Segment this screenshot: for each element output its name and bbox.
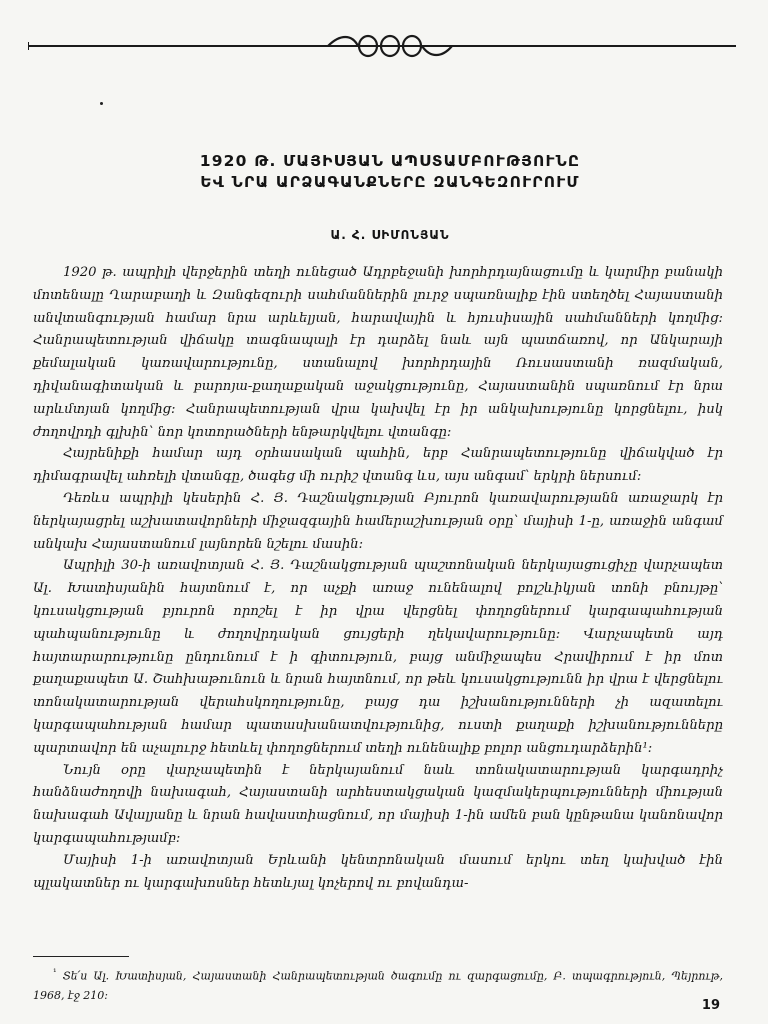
decorative-scroll-rule-icon <box>28 28 736 62</box>
article-title-line-1: 1920 Թ. ՄԱՅԻՍՅԱՆ ԱՊՍՏԱՄԲՈՒԹՅՈՒՆԸ <box>199 152 581 170</box>
footnote-text: Տե՛ս Ալ. Խատիսյան, Հայաստանի Հանրապետության ծագումը ու զարգացումը, Բ. տպագրություն, Պեյրութ, 1968, էջ 210: <box>33 969 724 1002</box>
print-speck <box>100 102 103 105</box>
footnote <box>33 964 723 1005</box>
paragraph: Հայրենիքի համար այդ օրհասական պահին, երբ Հանրապետությունը վիճակված էր դիմագրավել ահռելի վտանգը, ծագեց մի ուրիշ վտանգ ևս, այս անգամ՝ երկրի ներսում: <box>33 446 723 485</box>
footnote-marker: ¹ <box>53 968 57 978</box>
article-author: Ա. Հ. ՍԻՄՈՆՅԱՆ <box>330 228 450 242</box>
paragraph: Ապրիլի 30-ի առավոտյան Հ. Յ. Դաշնակցության պաշտոնական ներկայացուցիչը վարչապետ Ալ. Խատիսյանին հայտնում է, որ աչքի առաջ ունենալով բոլշևիկյան տոնի բնույթը՝ կուսակցության բյուրոն որոշել է իր վրա վերցնել փողոցներում կարգապահության պահպանությունը և ժողովրդական ցույցերի ղեկավարությունը: Վարչապետն այդ հայտարարությունը ընդունում է ի գիտություն, բայց անմիջապես Հրավիրում է իր մոտ քաղաքապետ Ա. Շահխաթունուն և նրան հայտնում, որ թեև կուսակցությունն իր վրա է վերցնելու տոնակատարության վերահսկողությունը, բայց դա իշխանությունների չի ազատելու կարգապահության համար պատասխանատվությունից, ուստի քաղաքի իշխանությունները պարտավոր են աչալուրջ հետևել փողոցներում տեղի ունենալիք բոլոր անցուդարձերին¹: <box>33 558 723 756</box>
footnote-divider <box>33 956 129 957</box>
article-title-line-2: ԵՎ ՆՐԱ ԱՐՁԱԳԱՆՔՆԵՐԸ ԶԱՆԳԵԶՈՒՐՈՒՄ <box>200 173 580 191</box>
article-body <box>33 262 723 895</box>
paragraph: 1920 թ. ապրիլի վերջերին տեղի ունեցած Ադրբեջանի խորհրդայնացումը և կարմիր բանակի մոտենալը Ղարաբաղի և Զանգեզուրի սահմաններին լուրջ սպառնալիք էին ստեղծել Հայաստանի անվտանգության համար նրա արևելյան, հարավային և հյուսիսային սահմանների կողմից: Հանրապետության վիճակը տագնապալի էր դարձել նաև այն պատճառով, որ Անկարայի քեմալական կառավարությունը, ստանալով խորհրդային Ռուսաստանի ռազմական, դիվանագիտական և բարոյա-քաղաքական աջակցությունը, Հայաստանին սպառնում էր նրա արևմտյան կողմից: Հանրապետության վրա կախվել էր իր անկախությունը կորցնելու, իսկ ժողովրդի գլխին՝ նոր կոտորածների ենթարկվելու վտանգը: <box>33 265 723 440</box>
paragraph: Նույն օրը վարչապետին է ներկայանում նաև տոնակատարության կարգադրիչ հանձնաժողովի նախագահ, Հայաստանի արհեստակցական կազմակերպությունների միության նախագահ Ավալյանը և նրան հավաստիացնում, որ մայիսի 1-ին ամեն բան կընթանա կանոնավոր կարգապահությամբ: <box>33 762 723 846</box>
paragraph: Դեռևս ապրիլի կեսերին Հ. Յ. Դաշնակցության Բյուրոն կառավարությանն առաջարկ էր ներկայացրել աշխատավորների միջազգային համերաշխության օրը՝ մայիսի 1-ը, առաջին անգամ անկախ Հայաստանում լայնորեն նշելու մասին: <box>33 490 723 552</box>
paragraph: Մայիսի 1-ի առավոտյան Երևանի կենտրոնական մասում երկու տեղ կախված էին պլակատներ ու կարգախոսներ հետևյալ կոչերով ու բովանդա- <box>33 852 723 891</box>
page-number: 19 <box>701 998 720 1013</box>
